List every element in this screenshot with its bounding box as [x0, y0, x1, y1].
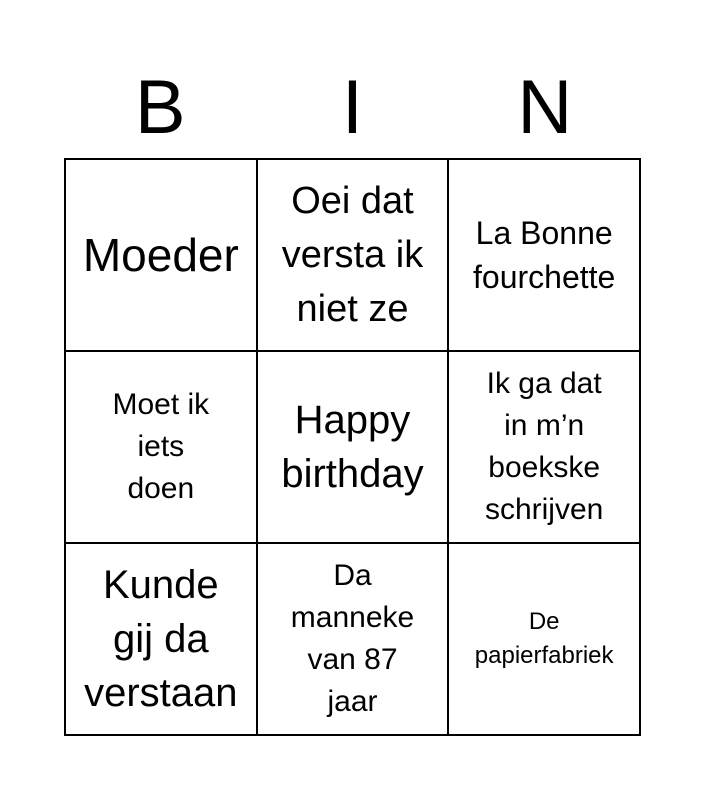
bingo-cell-2-1[interactable]	[66, 352, 258, 544]
bingo-cell-3-2[interactable]	[258, 544, 450, 736]
bingo-cell-3-3[interactable]	[449, 544, 641, 736]
bingo-cell-1-3[interactable]	[449, 160, 641, 352]
bingo-cell-text: Da manneke van 87 jaar	[290, 559, 415, 718]
bingo-cell-1-1[interactable]	[66, 160, 258, 352]
bingo-cell-text: Kunde gij da verstaan	[84, 563, 238, 715]
bingo-cell-text: Moeder	[82, 229, 239, 281]
bingo-cell-2-2[interactable]	[258, 352, 450, 544]
bingo-cell-text: Happy birthday	[281, 398, 424, 496]
bingo-cell-2-3[interactable]	[449, 352, 641, 544]
bingo-cell-text: Moet ik iets doen	[112, 388, 210, 505]
header-letter-i: I	[341, 65, 364, 150]
bingo-header	[64, 65, 641, 150]
bingo-cell-text: Ik ga dat in m’n boekske schrijven	[484, 367, 604, 526]
bingo-cell-text: La Bonne fourchette	[473, 215, 616, 295]
bingo-cell-1-2[interactable]	[258, 160, 450, 352]
bingo-cell-3-1[interactable]	[66, 544, 258, 736]
bingo-grid	[64, 158, 641, 736]
bingo-cell-text: De papierfabriek	[474, 608, 614, 669]
bingo-cell-text: Oei dat versta ik niet ze	[281, 180, 424, 330]
header-letter-b: B	[134, 65, 186, 150]
header-letter-n: N	[517, 65, 573, 150]
